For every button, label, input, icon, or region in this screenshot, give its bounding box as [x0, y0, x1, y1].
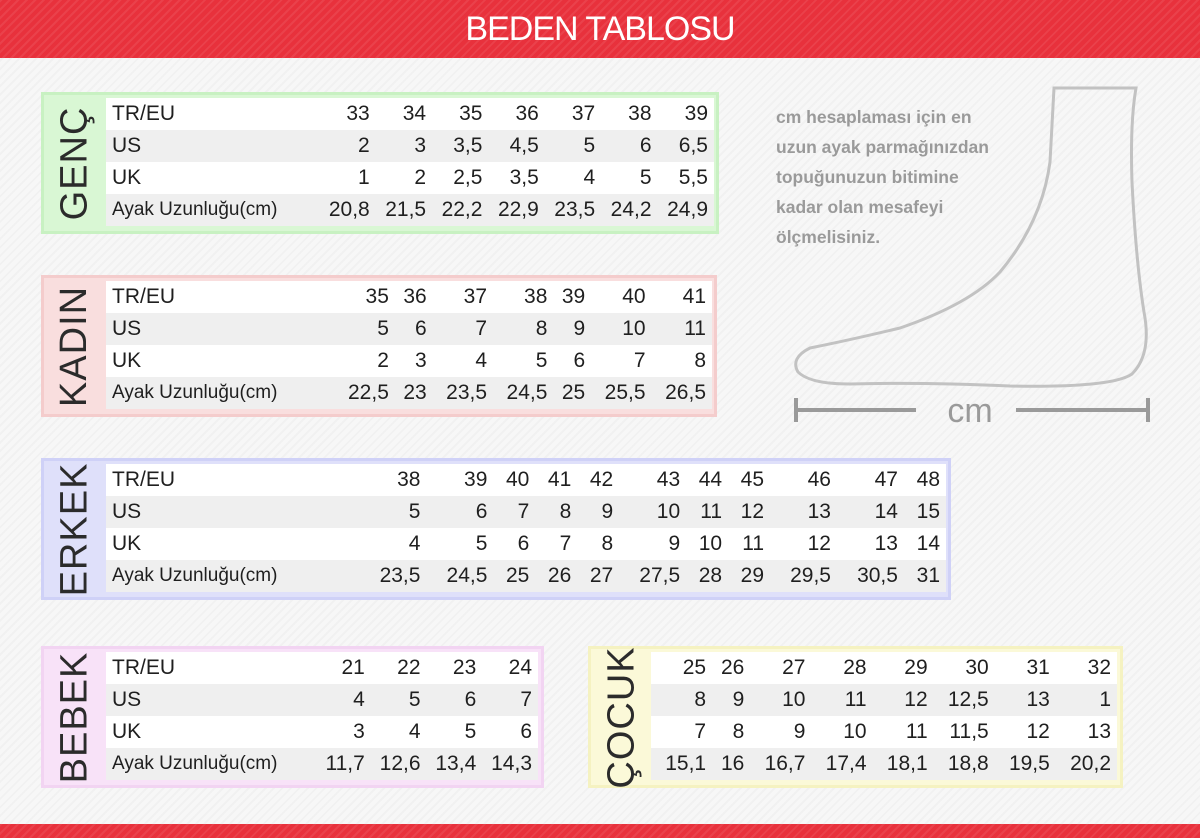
kadin-title: KADIN	[53, 285, 96, 407]
size-cell: 26,5	[652, 377, 712, 409]
size-cell: 28	[811, 652, 872, 684]
size-cell: 29	[728, 560, 770, 592]
size-cell: 37	[433, 281, 493, 313]
size-cell: 12,6	[371, 748, 427, 780]
size-cell: 13	[837, 528, 904, 560]
table-row	[651, 716, 1117, 748]
size-cell: 38	[493, 281, 553, 313]
size-cell: 4	[433, 345, 493, 377]
kadin-size-panel	[41, 275, 717, 417]
size-cell: 31	[995, 652, 1056, 684]
size-cell: 42	[577, 464, 619, 496]
size-cell: 25	[553, 377, 591, 409]
size-cell: 15,1	[651, 748, 712, 780]
size-cell: 8	[712, 716, 750, 748]
table-row	[106, 464, 946, 496]
size-cell: 1	[319, 162, 375, 194]
table-row	[106, 313, 712, 345]
size-cell: 35	[335, 281, 395, 313]
erkek-title: ERKEK	[53, 462, 96, 596]
table-row	[651, 748, 1117, 780]
size-cell: 39	[553, 281, 591, 313]
size-cell: 28	[686, 560, 728, 592]
size-cell: 7	[591, 345, 651, 377]
table-row	[106, 377, 712, 409]
size-cell: 5	[427, 716, 483, 748]
row-label: Ayak Uzunluğu(cm)	[106, 560, 359, 592]
size-cell: 11,5	[934, 716, 995, 748]
size-cell: 12,5	[934, 684, 995, 716]
row-label: UK	[106, 716, 317, 748]
size-cell: 23	[395, 377, 433, 409]
note-line: cm hesaplaması için en	[776, 107, 972, 127]
table-row	[106, 684, 538, 716]
size-cell: 35	[432, 98, 488, 130]
row-label: TR/EU	[106, 281, 335, 313]
size-cell: 12	[995, 716, 1056, 748]
size-cell: 27,5	[619, 560, 686, 592]
table-row	[106, 716, 538, 748]
genc-title: GENÇ	[53, 106, 96, 220]
size-cell: 9	[619, 528, 686, 560]
size-cell: 3	[317, 716, 371, 748]
size-cell: 10	[750, 684, 811, 716]
size-cell: 6	[601, 130, 657, 162]
size-cell: 14,3	[482, 748, 538, 780]
size-cell: 11,7	[317, 748, 371, 780]
size-cell: 6	[553, 345, 591, 377]
size-cell: 7	[535, 528, 577, 560]
size-cell: 22	[371, 652, 427, 684]
size-cell: 24,5	[426, 560, 493, 592]
size-cell: 2	[335, 345, 395, 377]
bebek-size-table	[106, 652, 538, 780]
size-cell: 8	[535, 496, 577, 528]
size-cell: 5	[359, 496, 426, 528]
size-cell: 7	[493, 496, 535, 528]
size-cell: 38	[359, 464, 426, 496]
foot-measure-illustration	[780, 82, 1170, 432]
row-label: US	[106, 684, 317, 716]
size-cell: 41	[652, 281, 712, 313]
size-cell: 16	[712, 748, 750, 780]
size-cell: 30,5	[837, 560, 904, 592]
header-banner	[0, 0, 1200, 58]
size-cell: 6	[482, 716, 538, 748]
size-cell: 24,9	[658, 194, 714, 226]
size-cell: 46	[770, 464, 837, 496]
table-row	[106, 748, 538, 780]
size-cell: 23,5	[359, 560, 426, 592]
size-cell: 8	[652, 345, 712, 377]
table-row	[106, 130, 714, 162]
size-cell: 48	[904, 464, 946, 496]
size-cell: 36	[488, 98, 544, 130]
size-cell: 2,5	[432, 162, 488, 194]
size-cell: 3	[395, 345, 433, 377]
size-cell: 11	[728, 528, 770, 560]
erkek-size-panel	[41, 458, 951, 600]
size-cell: 9	[712, 684, 750, 716]
size-cell: 4	[317, 684, 371, 716]
size-cell: 30	[934, 652, 995, 684]
size-cell: 20,2	[1056, 748, 1117, 780]
size-cell: 5	[545, 130, 601, 162]
size-cell: 8	[651, 684, 712, 716]
row-label: Ayak Uzunluğu(cm)	[106, 194, 319, 226]
row-label: UK	[106, 528, 359, 560]
size-cell: 9	[553, 313, 591, 345]
size-cell: 7	[482, 684, 538, 716]
size-cell: 24	[482, 652, 538, 684]
size-cell: 32	[1056, 652, 1117, 684]
table-row	[106, 652, 538, 684]
size-cell: 5	[493, 345, 553, 377]
row-label: US	[106, 130, 319, 162]
size-cell: 25,5	[591, 377, 651, 409]
size-cell: 8	[493, 313, 553, 345]
size-cell: 44	[686, 464, 728, 496]
bebek-title: BEBEK	[53, 651, 96, 783]
size-cell: 18,8	[934, 748, 995, 780]
row-label: TR/EU	[106, 464, 359, 496]
size-cell: 11	[873, 716, 934, 748]
genc-size-table	[106, 98, 714, 226]
size-cell: 6	[395, 313, 433, 345]
size-cell: 24,2	[601, 194, 657, 226]
size-cell: 7	[651, 716, 712, 748]
cocuk-size-table	[651, 652, 1117, 780]
size-cell: 23,5	[545, 194, 601, 226]
size-cell: 29	[873, 652, 934, 684]
table-row	[106, 98, 714, 130]
table-row	[106, 528, 946, 560]
cocuk-side-label	[591, 645, 653, 789]
row-label: Ayak Uzunluğu(cm)	[106, 748, 317, 780]
row-label: Ayak Uzunluğu(cm)	[106, 377, 335, 409]
size-cell: 2	[376, 162, 432, 194]
size-cell: 25	[651, 652, 712, 684]
size-cell: 21,5	[376, 194, 432, 226]
size-cell: 23	[427, 652, 483, 684]
note-line: ölçmelisiniz.	[776, 227, 881, 247]
foot-outline-icon	[796, 88, 1147, 386]
cocuk-title: ÇOCUK	[600, 645, 643, 789]
size-cell: 11	[686, 496, 728, 528]
size-cell: 9	[577, 496, 619, 528]
size-cell: 13	[1056, 716, 1117, 748]
size-cell: 8	[577, 528, 619, 560]
size-cell: 13	[770, 496, 837, 528]
size-cell: 4	[545, 162, 601, 194]
note-line: kadar olan mesafeyi	[776, 197, 944, 217]
size-cell: 12	[728, 496, 770, 528]
size-cell: 6	[493, 528, 535, 560]
table-row	[106, 560, 946, 592]
size-cell: 15	[904, 496, 946, 528]
table-row	[106, 194, 714, 226]
kadin-side-label	[44, 278, 106, 414]
table-row	[106, 496, 946, 528]
table-row	[106, 345, 712, 377]
size-cell: 45	[728, 464, 770, 496]
size-cell: 3,5	[432, 130, 488, 162]
size-cell: 4	[371, 716, 427, 748]
size-cell: 24,5	[493, 377, 553, 409]
size-cell: 43	[619, 464, 686, 496]
table-row	[651, 684, 1117, 716]
footer-bar	[0, 824, 1200, 838]
size-cell: 39	[658, 98, 714, 130]
size-cell: 4	[359, 528, 426, 560]
size-cell: 20,8	[319, 194, 375, 226]
row-label: TR/EU	[106, 652, 317, 684]
genc-side-label	[44, 95, 106, 231]
size-cell: 4,5	[488, 130, 544, 162]
row-label: US	[106, 496, 359, 528]
size-cell: 10	[619, 496, 686, 528]
size-cell: 17,4	[811, 748, 872, 780]
size-cell: 5	[426, 528, 493, 560]
bebek-side-label	[44, 649, 106, 785]
row-label: TR/EU	[106, 98, 319, 130]
size-cell: 2	[319, 130, 375, 162]
note-line: topuğunuzun bitimine	[776, 167, 959, 187]
size-cell: 10	[811, 716, 872, 748]
row-label: UK	[106, 162, 319, 194]
size-cell: 5	[371, 684, 427, 716]
size-cell: 18,1	[873, 748, 934, 780]
erkek-size-table	[106, 464, 946, 592]
table-row	[106, 281, 712, 313]
size-cell: 27	[750, 652, 811, 684]
size-cell: 1	[1056, 684, 1117, 716]
size-cell: 13	[995, 684, 1056, 716]
size-cell: 47	[837, 464, 904, 496]
size-cell: 27	[577, 560, 619, 592]
row-label: UK	[106, 345, 335, 377]
size-cell: 5	[601, 162, 657, 194]
size-cell: 19,5	[995, 748, 1056, 780]
size-cell: 26	[535, 560, 577, 592]
table-row	[651, 652, 1117, 684]
size-cell: 21	[317, 652, 371, 684]
size-cell: 6	[427, 684, 483, 716]
size-cell: 11	[811, 684, 872, 716]
size-cell: 37	[545, 98, 601, 130]
size-cell: 39	[426, 464, 493, 496]
table-row	[106, 162, 714, 194]
cocuk-size-panel	[588, 646, 1123, 788]
size-cell: 14	[904, 528, 946, 560]
size-cell: 11	[652, 313, 712, 345]
size-cell: 10	[591, 313, 651, 345]
size-cell: 5	[335, 313, 395, 345]
size-cell: 23,5	[433, 377, 493, 409]
size-cell: 9	[750, 716, 811, 748]
size-cell: 41	[535, 464, 577, 496]
note-line: uzun ayak parmağınızdan	[776, 137, 989, 157]
kadin-size-table	[106, 281, 712, 409]
size-cell: 25	[493, 560, 535, 592]
size-cell: 34	[376, 98, 432, 130]
size-cell: 40	[493, 464, 535, 496]
size-cell: 5,5	[658, 162, 714, 194]
size-cell: 13,4	[427, 748, 483, 780]
size-cell: 6,5	[658, 130, 714, 162]
size-cell: 10	[686, 528, 728, 560]
size-cell: 26	[712, 652, 750, 684]
size-cell: 29,5	[770, 560, 837, 592]
genc-size-panel	[41, 92, 719, 234]
bebek-size-panel	[41, 646, 544, 788]
size-cell: 6	[426, 496, 493, 528]
size-cell: 3,5	[488, 162, 544, 194]
size-cell: 22,2	[432, 194, 488, 226]
row-label: US	[106, 313, 335, 345]
size-cell: 33	[319, 98, 375, 130]
size-cell: 22,9	[488, 194, 544, 226]
size-cell: 40	[591, 281, 651, 313]
size-cell: 16,7	[750, 748, 811, 780]
size-cell: 3	[376, 130, 432, 162]
size-cell: 12	[873, 684, 934, 716]
page-title: BEDEN TABLOSU	[465, 9, 735, 48]
size-cell: 22,5	[335, 377, 395, 409]
size-cell: 38	[601, 98, 657, 130]
size-cell: 12	[770, 528, 837, 560]
measure-unit-label: cm	[947, 392, 993, 430]
size-cell: 14	[837, 496, 904, 528]
size-cell: 36	[395, 281, 433, 313]
erkek-side-label	[44, 461, 106, 597]
size-cell: 7	[433, 313, 493, 345]
size-cell: 31	[904, 560, 946, 592]
